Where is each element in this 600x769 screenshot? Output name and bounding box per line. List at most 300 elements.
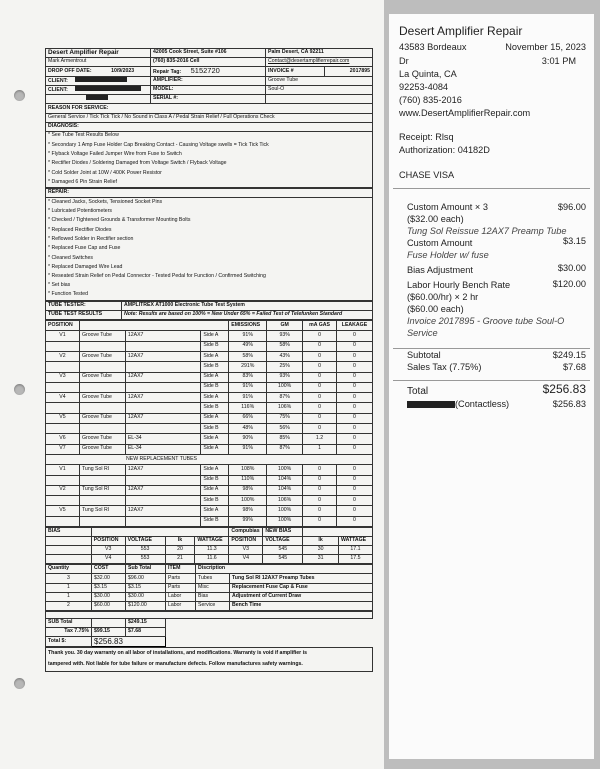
tax-value: $7.68 (126, 627, 166, 636)
tube-type (125, 403, 201, 413)
new-bias-voltage: 545 (263, 555, 303, 564)
tube-brand: Groove Tube (79, 444, 125, 454)
tube-gm: 75% (267, 413, 303, 423)
serial-label: SERIAL #: (151, 95, 266, 104)
tech-name: Mark Armentrout (46, 58, 151, 67)
receipt-zip: 92253-4084 (399, 82, 449, 92)
tube-leakage: 0 (336, 393, 372, 403)
cost-col-quantity: Quantity (46, 565, 92, 574)
tube-side: Side B (201, 475, 229, 485)
tube-tester-table (45, 301, 373, 320)
tube-gas: 0 (303, 496, 337, 506)
tube-side: Side A (201, 372, 229, 382)
tube-gm: 87% (267, 393, 303, 403)
tube-gas: 0 (303, 362, 337, 372)
tube-row (46, 362, 373, 372)
invoice-number: 2017895 (324, 67, 372, 77)
shop-address: 42005 Cook Street, Suite #106 (151, 49, 266, 58)
redacted-client-extra (86, 95, 108, 100)
tube-emissions: 49% (229, 341, 267, 351)
tube-emissions: 91% (229, 444, 267, 454)
cost-col-cost: COST (92, 565, 126, 574)
tax-base: $99.15 (92, 627, 126, 636)
repair-label: REPAIR: (46, 189, 373, 198)
tube-gas: 0 (303, 516, 337, 526)
receipt-city: La Quinta, CA (399, 69, 457, 79)
redacted-client-contact (75, 86, 141, 91)
tube-side: Side B (201, 403, 229, 413)
tube-leakage: 0 (336, 331, 372, 341)
cost-unit: $60.00 (92, 601, 126, 610)
divider (393, 380, 590, 381)
line-item-price: $3.15 (563, 236, 586, 246)
tube-type: 12AX7 (125, 485, 201, 495)
tube-leakage: 0 (336, 403, 372, 413)
tube-emissions: 58% (229, 351, 267, 361)
subtotal-label: Subtotal (407, 350, 441, 360)
tube-row (46, 434, 373, 444)
reason-text: General Service / Tick Tick Tick / No Sound in Class A / Pedal Strain Relief / Full Operations Check (46, 113, 373, 122)
line-item-title: Custom Amount × 3 (407, 202, 488, 212)
tube-emissions: 99% (229, 516, 267, 526)
tube-gas: 1.2 (303, 434, 337, 444)
serial-value (266, 95, 373, 104)
repair-item: * Replaced Fuse Cap and Fuse (46, 245, 373, 254)
bias-col-voltage: VOLTAGE (125, 537, 165, 546)
tube-side: Side B (201, 362, 229, 372)
tube-side: Side B (201, 424, 229, 434)
tube-brand (79, 475, 125, 485)
total-label: Total (407, 386, 429, 397)
line-item-detail: ($32.00 each) (407, 214, 464, 224)
cost-subtotal: $120.00 (126, 601, 166, 610)
line-item-title: Custom Amount (407, 238, 473, 248)
line-item-detail: ($60.00/hr) × 2 hr (407, 292, 479, 302)
receipt-address-2: Dr (399, 56, 409, 66)
tube-brand: Groove Tube (79, 351, 125, 361)
tube-gm: 87% (267, 444, 303, 454)
receipt-authorization: Authorization: 04182D (399, 145, 490, 155)
service-invoice-form (45, 48, 373, 672)
tube-row (46, 506, 373, 516)
warranty-table (45, 647, 373, 672)
tube-position (46, 403, 80, 413)
tube-type (125, 341, 201, 351)
payment-receipt (389, 14, 594, 759)
tube-row (46, 444, 373, 454)
header-table (45, 48, 373, 132)
tube-gas: 0 (303, 393, 337, 403)
repair-item: * Cleaned Jacks, Sockets, Tensioned Socket Pins (46, 198, 373, 207)
tube-position: V4 (46, 393, 80, 403)
tube-row (46, 516, 373, 526)
invoice-label: INVOICE # (266, 67, 325, 77)
repair-item: * Reseated Strain Relief on Pedal Connector - Tested Pedal for Function / Confirmed Switching (46, 272, 373, 281)
amplifier-label: AMPLIFIER: (151, 77, 266, 86)
diagnosis-item: * Flyback Voltage Failed Jumper Wire from Fuse to Switch (46, 150, 373, 159)
tube-gm: 85% (267, 434, 303, 444)
cost-item: Labor (166, 592, 196, 601)
tube-emissions: 110% (229, 475, 267, 485)
tube-gas: 0 (303, 403, 337, 413)
tube-position (46, 516, 80, 526)
tube-leakage: 0 (336, 382, 372, 392)
tube-leakage: 0 (336, 413, 372, 423)
tube-brand: Tung Sol RI (79, 485, 125, 495)
tube-position (46, 341, 80, 351)
tube-position: V2 (46, 351, 80, 361)
cost-item: Labor (166, 601, 196, 610)
tube-row (46, 413, 373, 423)
repair-item: * Function Tested (46, 291, 373, 300)
tube-type: 12AX7 (125, 351, 201, 361)
tube-brand (79, 403, 125, 413)
bias-label: BIAS (46, 527, 92, 536)
bias-col-position: POSITION (91, 537, 125, 546)
tube-gm: 56% (267, 424, 303, 434)
new-bias-col-voltage: VOLTAGE (263, 537, 303, 546)
new-bias-position: V4 (229, 555, 263, 564)
tube-emissions: 116% (229, 403, 267, 413)
tube-gm: 104% (267, 485, 303, 495)
warranty-line-1: Thank you. 30 day warranty on all labor of installations, and modifications. Warranty is void if amplifier is (46, 648, 373, 660)
tube-emissions: 66% (229, 413, 267, 423)
tube-side: Side A (201, 485, 229, 495)
cost-category: Service (196, 601, 230, 610)
col-emissions: EMISSIONS (229, 321, 267, 331)
diagnosis-item: * Secondary 1 Amp Fuse Holder Cap Breaking Contact - Causing Voltage swells = Tick Tick Tick (46, 141, 373, 150)
repair-tag-cell: Repair Tag: 5152720 (151, 67, 266, 77)
tube-side: Side A (201, 434, 229, 444)
cost-item: Parts (166, 583, 196, 592)
model-value: Soul-O (266, 86, 373, 95)
tube-leakage: 0 (336, 516, 372, 526)
tube-position (46, 362, 80, 372)
diagnosis-item: * Cold Solder Joint at 10W / 400K Power Resistor (46, 169, 373, 178)
tube-gm: 25% (267, 362, 303, 372)
cost-row (46, 592, 373, 601)
totals-table (45, 611, 373, 647)
tube-type: EL-34 (125, 434, 201, 444)
line-item-note: Invoice 2017895 - Groove tube Soul-O (407, 316, 565, 326)
tube-row (46, 485, 373, 495)
diagnosis-list (45, 132, 373, 188)
tube-leakage: 0 (336, 475, 372, 485)
tube-emissions: 100% (229, 496, 267, 506)
repair-tag-number: 5152720 (190, 66, 220, 76)
total-value: $256.83 (92, 637, 166, 647)
tube-position (46, 424, 80, 434)
tube-gm: 100% (267, 516, 303, 526)
tube-emissions: 291% (229, 362, 267, 372)
blank-cell (46, 95, 151, 104)
tube-gm: 100% (267, 506, 303, 516)
tube-leakage: 0 (336, 434, 372, 444)
results-note: Note: Results are based on 100% = New Under 65% = Failed Test of Telefunken Standard (122, 310, 373, 319)
tube-leakage: 0 (336, 351, 372, 361)
tube-brand: Groove Tube (79, 372, 125, 382)
bias-position: V3 (91, 546, 125, 555)
tube-gas: 0 (303, 485, 337, 495)
tube-leakage: 0 (336, 444, 372, 454)
tube-side: Side B (201, 516, 229, 526)
tube-gas: 0 (303, 372, 337, 382)
tube-gm: 104% (267, 475, 303, 485)
cost-description: Replacement Fuse Cap & Fuse (230, 583, 373, 592)
tube-type: 12AX7 (125, 372, 201, 382)
tube-emissions: 108% (229, 465, 267, 475)
bias-ik: 20 (165, 546, 195, 555)
repair-item: * Checked / Tightened Grounds & Transformer Mounting Bolts (46, 217, 373, 226)
line-item-detail: ($60.00 each) (407, 304, 464, 314)
new-bias-wattage: 17.5 (338, 555, 372, 564)
tube-emissions: 91% (229, 331, 267, 341)
tube-leakage: 0 (336, 506, 372, 516)
new-bias-col-position: POSITION (229, 537, 263, 546)
tax-label: Tax 7.75% (46, 627, 92, 636)
binder-hole (14, 384, 25, 395)
cost-row (46, 601, 373, 610)
tube-brand (79, 496, 125, 506)
tube-gm: 93% (267, 372, 303, 382)
cost-col-subtotal: Sub Total (126, 565, 166, 574)
tube-gm: 100% (267, 465, 303, 475)
binder-hole (14, 90, 25, 101)
tube-gas: 0 (303, 351, 337, 361)
subtotal-value: $249.15 (126, 618, 166, 627)
tube-side: Side B (201, 341, 229, 351)
bias-row (46, 546, 373, 555)
new-bias-col-wattage: WATTAGE (338, 537, 372, 546)
bias-ik: 21 (165, 555, 195, 564)
total-label: Total $: (46, 637, 92, 647)
tube-row (46, 475, 373, 485)
new-bias-label: NEW BIAS (263, 527, 303, 536)
tube-row (46, 403, 373, 413)
bias-col-wattage: WATTAGE (195, 537, 229, 546)
redacted-client-name (75, 77, 127, 82)
cost-quantity: 3 (46, 574, 92, 583)
subtotal-value: $249.15 (552, 350, 586, 360)
tube-emissions: 98% (229, 485, 267, 495)
cost-unit: $30.00 (92, 592, 126, 601)
cost-unit: $32.00 (92, 574, 126, 583)
tube-emissions: 48% (229, 424, 267, 434)
tube-type (125, 362, 201, 372)
tube-position (46, 382, 80, 392)
total-value: $256.83 (542, 382, 586, 396)
tube-brand (79, 382, 125, 392)
tube-leakage: 0 (336, 372, 372, 382)
tube-leakage: 0 (336, 424, 372, 434)
tube-gas: 0 (303, 382, 337, 392)
tube-type: 12AX7 (125, 393, 201, 403)
tube-gas: 0 (303, 341, 337, 351)
tube-position: V6 (46, 434, 80, 444)
tube-gm: 106% (267, 496, 303, 506)
sales-tax-value: $7.68 (563, 362, 586, 372)
cost-col-item: ITEM (166, 565, 196, 574)
tube-gas: 0 (303, 413, 337, 423)
tube-brand: Groove Tube (79, 393, 125, 403)
tube-tester-name: AMPLITREX AT1000 Electronic Tube Test System (122, 301, 373, 310)
tube-side: Side A (201, 444, 229, 454)
tube-emissions: 91% (229, 393, 267, 403)
line-item-price: $96.00 (557, 202, 586, 212)
tube-leakage: 0 (336, 465, 372, 475)
receipt-time: 3:01 PM (541, 56, 576, 66)
diagnosis-label: DIAGNOSIS: (46, 122, 373, 131)
bias-row (46, 555, 373, 564)
col-gm: GM (267, 321, 303, 331)
new-bias-col-ik: Ik (303, 537, 339, 546)
cost-quantity: 2 (46, 601, 92, 610)
cost-row (46, 583, 373, 592)
tube-position: V3 (46, 372, 80, 382)
compubias-label: Compubias (229, 527, 263, 536)
tube-gm: 43% (267, 351, 303, 361)
tube-row (46, 424, 373, 434)
tube-type (125, 475, 201, 485)
cost-unit: $3.15 (92, 583, 126, 592)
receipt-number: Receipt: Rlsq (399, 132, 454, 142)
bias-voltage: 553 (125, 555, 165, 564)
tube-leakage: 0 (336, 496, 372, 506)
payment-type: (Contactless) (455, 399, 510, 409)
cost-category: Bias (196, 592, 230, 601)
repair-item: * Cleaned Switches (46, 254, 373, 263)
line-item-note: Fuse Holder w/ fuse (407, 250, 489, 260)
new-bias-ik: 30 (303, 546, 339, 555)
tube-position: V1 (46, 331, 80, 341)
tube-brand: Groove Tube (79, 331, 125, 341)
bias-wattage: 11.3 (195, 546, 229, 555)
tube-side: Side A (201, 413, 229, 423)
reason-label: REASON FOR SERVICE: (46, 104, 373, 113)
cost-quantity: 1 (46, 583, 92, 592)
receipt-address-1: 43583 Bordeaux (399, 42, 467, 52)
tube-position: V7 (46, 444, 80, 454)
repair-item: * Replaced Damaged Wire Lead (46, 263, 373, 272)
tube-type: EL-34 (125, 444, 201, 454)
line-item-title: Labor Hourly Bench Rate (407, 280, 511, 290)
tube-side: Side B (201, 496, 229, 506)
repair-list (45, 198, 373, 301)
payment-amount: $256.83 (552, 399, 586, 409)
binder-hole (14, 678, 25, 689)
diagnosis-item: * See Tube Test Results Below (46, 132, 373, 141)
col-position: POSITION (46, 321, 80, 331)
tube-gm: 106% (267, 403, 303, 413)
tube-results-table (45, 320, 373, 527)
cost-description: Tung Sol RI 12AX7 Preamp Tubes (230, 574, 373, 583)
tube-side: Side A (201, 331, 229, 341)
cost-description: Bench Time (230, 601, 373, 610)
line-item-note: Tung Sol Reissue 12AX7 Preamp Tube (407, 226, 567, 236)
bias-position: V4 (91, 555, 125, 564)
tube-brand (79, 362, 125, 372)
tube-row (46, 351, 373, 361)
shop-email: Contact@desertamplifierrepair.com (266, 58, 373, 67)
tube-gas: 0 (303, 331, 337, 341)
tube-row (46, 372, 373, 382)
tube-position: V5 (46, 506, 80, 516)
tube-emissions: 90% (229, 434, 267, 444)
repair-item: * Reflowed Solder in Rectifier section (46, 235, 373, 244)
results-label: TUBE TEST RESULTS (46, 310, 122, 319)
tube-side: Side A (201, 393, 229, 403)
new-bias-voltage: 545 (263, 546, 303, 555)
receipt-website: www.DesertAmplifierRepair.com (399, 108, 531, 118)
divider (393, 348, 590, 349)
shop-phone: (760) 835-2016 Cell (151, 58, 266, 67)
repair-header (45, 188, 373, 198)
cost-subtotal: $96.00 (126, 574, 166, 583)
tube-type (125, 382, 201, 392)
tube-emissions: 91% (229, 382, 267, 392)
tube-row (46, 393, 373, 403)
new-bias-wattage: 17.1 (338, 546, 372, 555)
receipt-business-name: Desert Amplifier Repair (399, 24, 523, 38)
repair-item: * Lubricated Potentiometers (46, 207, 373, 216)
tube-row (46, 331, 373, 341)
line-item-price: $120.00 (552, 279, 586, 289)
model-label: MODEL: (151, 86, 266, 95)
receipt-date: November 15, 2023 (505, 42, 586, 52)
redacted-card-number (407, 401, 455, 408)
tube-position: V5 (46, 413, 80, 423)
drop-off-label: DROP OFF DATE: 10/9/2023 (46, 67, 151, 77)
tube-gas: 0 (303, 465, 337, 475)
divider (393, 188, 590, 189)
cost-item: Parts (166, 574, 196, 583)
diagnosis-item: * Damaged 6 Pin Strain Relief (46, 178, 373, 187)
tube-gas: 1 (303, 444, 337, 454)
cost-col-description: Discription (196, 565, 373, 574)
bias-wattage: 11.6 (195, 555, 229, 564)
sales-tax-label: Sales Tax (7.75%) (407, 362, 482, 372)
cost-subtotal: $3.15 (126, 583, 166, 592)
repair-item: * Replaced Rectifier Diodes (46, 226, 373, 235)
tube-position: V1 (46, 465, 80, 475)
tube-row (46, 465, 373, 475)
cost-table (45, 564, 373, 610)
tube-gm: 58% (267, 341, 303, 351)
tube-gm: 100% (267, 382, 303, 392)
tube-brand: Groove Tube (79, 413, 125, 423)
tube-brand (79, 341, 125, 351)
new-bias-ik: 31 (303, 555, 339, 564)
tube-brand (79, 516, 125, 526)
tube-side: Side A (201, 465, 229, 475)
tube-gm: 93% (267, 331, 303, 341)
cost-category: Tubes (196, 574, 230, 583)
tube-brand: Groove Tube (79, 434, 125, 444)
tube-type: 12AX7 (125, 331, 201, 341)
col-leakage: LEAKAGE (336, 321, 372, 331)
new-tubes-label: NEW REPLACEMENT TUBES (46, 454, 373, 464)
tube-leakage: 0 (336, 485, 372, 495)
bias-col-ik: Ik (165, 537, 195, 546)
warranty-line-2: tampered with. Not liable for tube failure or manufacture defects. Follow manufactures safety warnings. (46, 660, 373, 672)
diagnosis-item: * Rectifier Diodes / Soldering Damaged from Voltage Switch / Flyback Voltage (46, 160, 373, 169)
tube-type (125, 424, 201, 434)
tube-brand: Tung Sol RI (79, 465, 125, 475)
line-item-price: $30.00 (557, 263, 586, 273)
tube-row (46, 496, 373, 506)
tube-tester-label: TUBE TESTER: (46, 301, 122, 310)
tube-side: Side B (201, 382, 229, 392)
